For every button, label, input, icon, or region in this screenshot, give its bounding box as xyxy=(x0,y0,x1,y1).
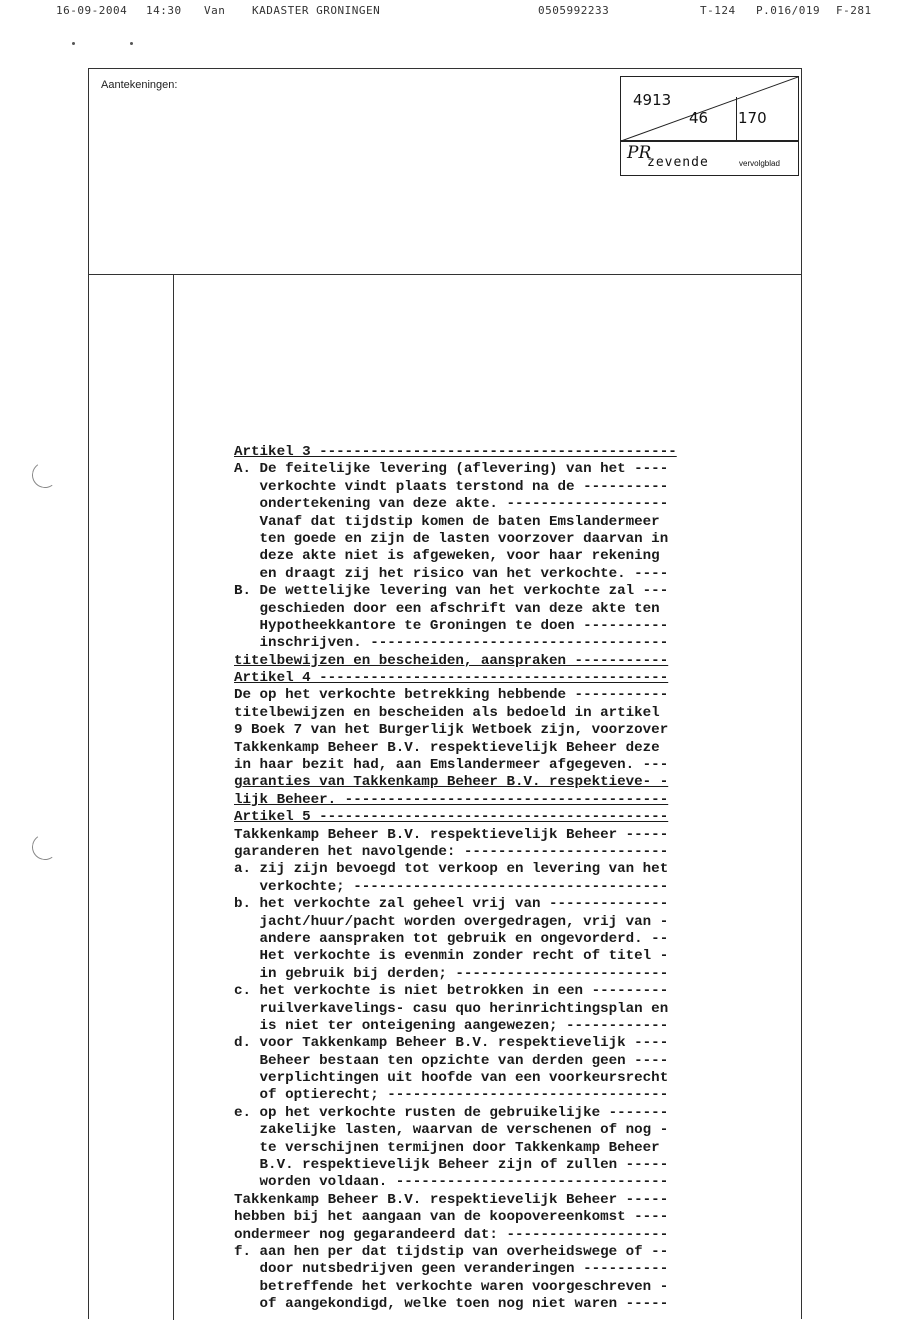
fax-header xyxy=(0,0,900,22)
reference-number: 170 xyxy=(738,109,767,127)
speck xyxy=(72,42,75,45)
text-line: ten goede en zijn de lasten voorzover daarvan in xyxy=(234,530,669,547)
text-line: is niet ter onteigening aangewezen; ------------ xyxy=(234,1017,669,1034)
text-line: betreffende het verkochte waren voorgeschreven - xyxy=(234,1278,669,1295)
initials-stamp: PR xyxy=(627,143,652,163)
article-heading: Artikel 5 ----------------------------------------- xyxy=(234,809,669,826)
notes-label: Aantekeningen: xyxy=(101,79,178,91)
reference-divider xyxy=(736,97,737,141)
text-line: Beheer bestaan ten opzichte van derden geen ---- xyxy=(234,1052,669,1069)
section-heading: garanties van Takkenkamp Beheer B.V. respektieve- - xyxy=(234,774,669,791)
text-line: titelbewijzen en bescheiden als bedoeld in artikel xyxy=(234,704,660,721)
section-heading: titelbewijzen en bescheiden, aanspraken ----------- xyxy=(234,652,669,669)
text-line: deze akte niet is afgeweken, voor haar rekening xyxy=(234,548,660,565)
text-line: ondertekening van deze akte. ------------------- xyxy=(234,496,669,513)
text-line: Takkenkamp Beheer B.V. respektievelijk Beheer ----- xyxy=(234,1191,669,1208)
article-heading: Artikel 4 ----------------------------------------- xyxy=(234,670,669,687)
reference-page: 46 xyxy=(689,109,709,127)
text-line: B. De wettelijke levering van het verkochte zal --- xyxy=(234,583,669,600)
text-line: in haar bezit had, aan Emslandermeer afgegeven. --- xyxy=(234,757,669,774)
text-line: ondermeer nog gegarandeerd dat: ------------------- xyxy=(234,1226,669,1243)
text-line: a. zij zijn bevoegd tot verkoop en levering van het xyxy=(234,861,669,878)
margin-line xyxy=(173,275,174,1320)
text-line: Hypotheekkantore te Groningen te doen ---------- xyxy=(234,617,669,634)
text-line: c. het verkochte is niet betrokken in een --------- xyxy=(234,983,669,1000)
deed-text xyxy=(234,444,764,1314)
text-line: inschrijven. ----------------------------------- xyxy=(234,635,669,652)
text-line: andere aanspraken tot gebruik en ongevorderd. -- xyxy=(234,930,669,947)
text-line: ruilverkavelings- casu quo herinrichtingsplan en xyxy=(234,1000,669,1017)
text-line: verplichtingen uit hoofde van een voorkeursrecht xyxy=(234,1070,669,1087)
sheet-suffix: vervolgblad xyxy=(739,159,780,168)
text-line: Takkenkamp Beheer B.V. respektievelijk Beheer deze xyxy=(234,739,660,756)
text-line: verkochte; ------------------------------------- xyxy=(234,878,669,895)
text-line: B.V. respektievelijk Beheer zijn of zullen ----- xyxy=(234,1157,669,1174)
reference-diagonal xyxy=(621,77,798,141)
text-line: 9 Boek 7 van het Burgerlijk Wetboek zijn, voorzover xyxy=(234,722,669,739)
fax-time: 14:30 xyxy=(146,4,182,17)
punch-hole-mark xyxy=(30,832,60,862)
text-line: verkochte vindt plaats terstond na de ---------- xyxy=(234,478,669,495)
text-line: hebben bij het aangaan van de koopovereenkomst ---- xyxy=(234,1209,669,1226)
text-line: d. voor Takkenkamp Beheer B.V. respektievelijk ---- xyxy=(234,1035,669,1052)
text-line: of optierecht; --------------------------------- xyxy=(234,1087,669,1104)
fax-date: 16-09-2004 xyxy=(56,4,128,17)
text-line: geschieden door een afschrift van deze akte ten xyxy=(234,600,660,617)
article-heading: Artikel 3 ------------------------------------------ xyxy=(234,444,677,460)
section-heading: lijk Beheer. -------------------------------------- xyxy=(234,791,669,808)
sheet-ordinal: zevende xyxy=(647,155,709,170)
fax-page: P.016/019 xyxy=(756,4,821,17)
text-line: en draagt zij het risico van het verkochte. ---- xyxy=(234,565,669,582)
text-line: f. aan hen per dat tijdstip van overheidswege of -- xyxy=(234,1243,669,1260)
text-line: door nutsbedrijven geen veranderingen ---------- xyxy=(234,1261,669,1278)
text-line: Vanaf dat tijdstip komen de baten Emslandermeer xyxy=(234,513,660,530)
reference-book: 4913 xyxy=(633,91,672,109)
text-line: Het verkochte is evenmin zonder recht of titel - xyxy=(234,948,669,965)
fax-form: F-281 xyxy=(836,4,872,17)
notes-divider xyxy=(89,274,801,275)
continuation-sheet-box xyxy=(620,140,799,176)
text-line: jacht/huur/pacht worden overgedragen, vrij van - xyxy=(234,913,669,930)
text-line: A. De feitelijke levering (aflevering) van het ---- xyxy=(234,461,669,478)
text-line: of aangekondigd, welke toen nog niet waren ----- xyxy=(234,1296,669,1313)
text-line: te verschijnen termijnen door Takkenkamp Beheer xyxy=(234,1139,660,1156)
registry-reference-box xyxy=(620,76,799,142)
text-line: worden voldaan. -------------------------------- xyxy=(234,1174,669,1191)
punch-hole-mark xyxy=(30,460,60,490)
fax-job: T-124 xyxy=(700,4,736,17)
text-line: zakelijke lasten, waarvan de verschenen of nog - xyxy=(234,1122,669,1139)
text-line: b. het verkochte zal geheel vrij van -------------- xyxy=(234,896,669,913)
text-line: Takkenkamp Beheer B.V. respektievelijk Beheer ----- xyxy=(234,826,669,843)
fax-sender: KADASTER GRONINGEN xyxy=(252,4,381,17)
fax-phone: 0505992233 xyxy=(538,4,610,17)
text-line: e. op het verkochte rusten de gebruikelijke ------- xyxy=(234,1104,669,1121)
fax-from-label: Van xyxy=(204,4,226,17)
text-line: De op het verkochte betrekking hebbende ----------- xyxy=(234,687,669,704)
speck xyxy=(130,42,133,45)
text-line: in gebruik bij derden; ------------------------- xyxy=(234,965,669,982)
text-line: garanderen het navolgende: ------------------------ xyxy=(234,843,669,860)
